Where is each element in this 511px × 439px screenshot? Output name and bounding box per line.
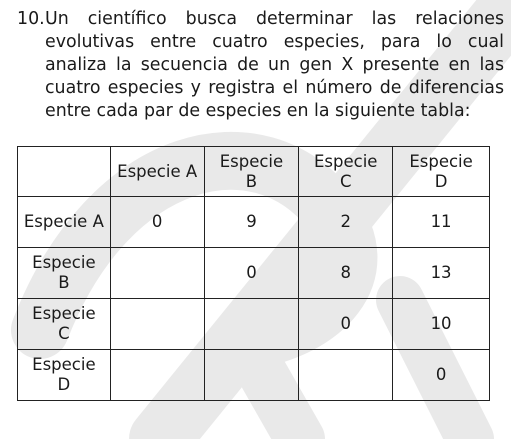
table-cell <box>299 350 393 401</box>
table-cell: 10 <box>393 299 490 350</box>
row-header: Especie C <box>18 299 111 350</box>
column-header: Especie A <box>110 147 204 197</box>
table-cell <box>204 350 299 401</box>
table-cell: 13 <box>393 248 490 299</box>
table-cell <box>110 350 204 401</box>
table-cell <box>204 299 299 350</box>
table-cell: 0 <box>299 299 393 350</box>
table-corner-cell <box>18 147 111 197</box>
table-row <box>18 197 490 248</box>
table-cell: 0 <box>393 350 490 401</box>
question-number: 10. <box>17 9 45 29</box>
table-cell: 11 <box>393 197 490 248</box>
question-text: Un científico busca determinar las relaciones evolutivas entre cuatro especies, para lo cual analiza la secuencia de un gen X presente en las cuatro especies y registra el número de diferencias entre cada par de especies en la siguiente tabla: <box>45 9 504 121</box>
table-row <box>18 350 490 401</box>
table-row <box>18 248 490 299</box>
table-cell: 0 <box>204 248 299 299</box>
table-cell <box>110 299 204 350</box>
table-row <box>18 299 490 350</box>
row-header: Especie B <box>18 248 111 299</box>
row-header: Especie D <box>18 350 111 401</box>
table-header-row <box>18 147 490 197</box>
question-block <box>17 8 504 123</box>
table-cell: 0 <box>110 197 204 248</box>
row-header: Especie A <box>18 197 111 248</box>
table-cell: 8 <box>299 248 393 299</box>
column-header: Especie C <box>299 147 393 197</box>
table-cell <box>110 248 204 299</box>
table-cell: 2 <box>299 197 393 248</box>
table-cell: 9 <box>204 197 299 248</box>
column-header: Especie D <box>393 147 490 197</box>
column-header: Especie B <box>204 147 299 197</box>
species-differences-table <box>17 146 490 401</box>
